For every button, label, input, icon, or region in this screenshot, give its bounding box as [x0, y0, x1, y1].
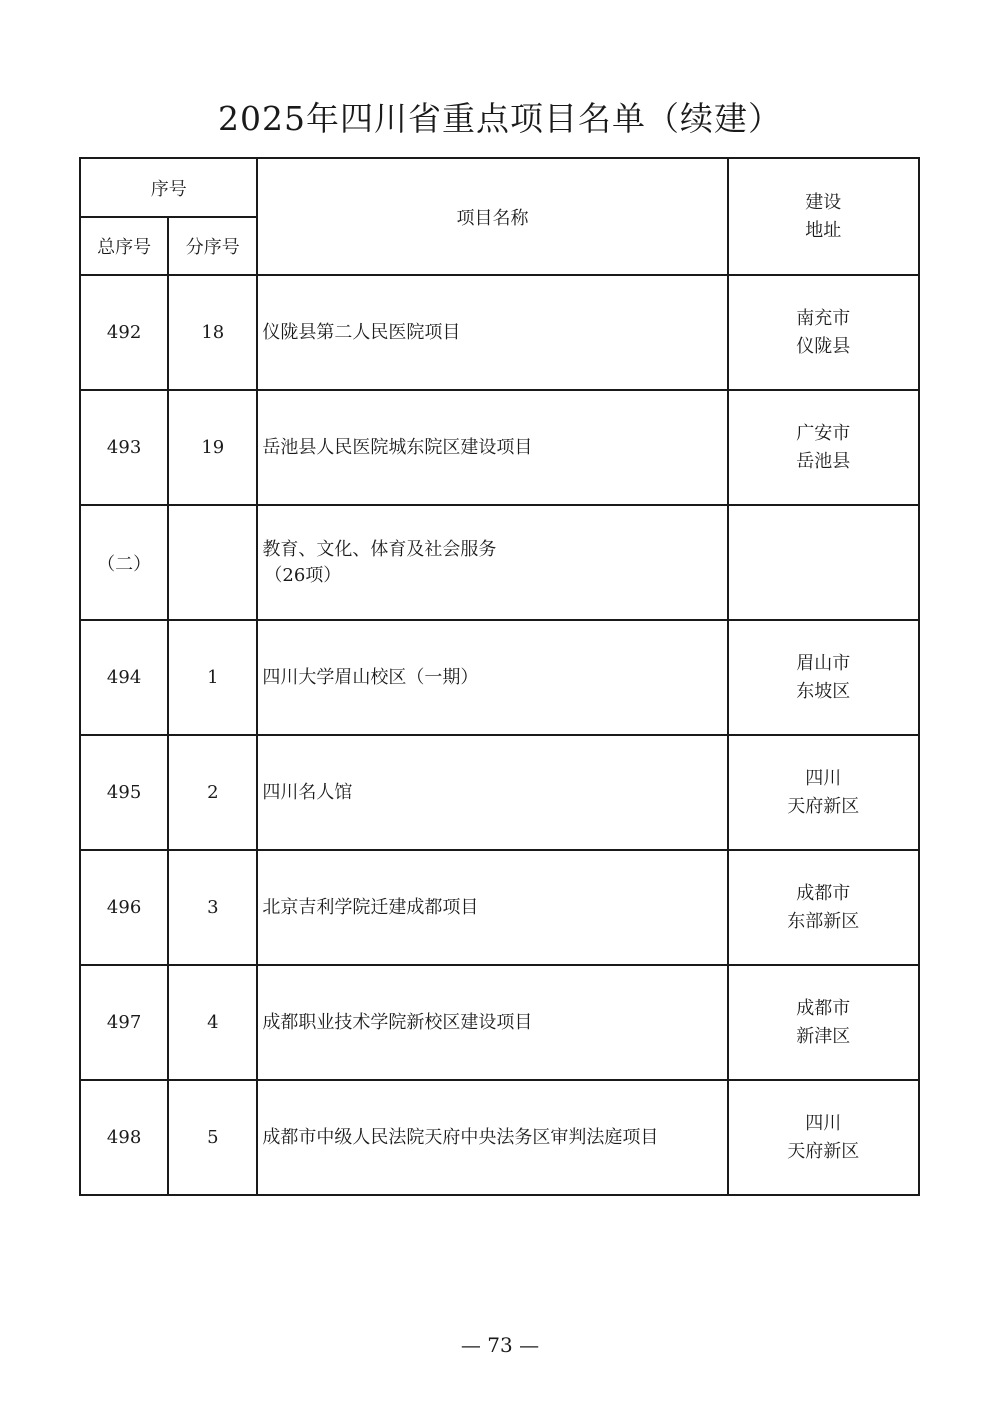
project-name-text: 成都市中级人民法院天府中央法务区审判法庭项目: [262, 1126, 659, 1148]
location-cell: [728, 1080, 919, 1195]
location-cell: [728, 390, 919, 505]
location-line1: 南充市: [796, 307, 851, 329]
project-name-text: 北京吉利学院迁建成都项目: [262, 896, 479, 918]
project-name-cell: [257, 965, 727, 1080]
project-name-text: 四川大学眉山校区（一期）: [262, 666, 479, 688]
total-seq-cell: 496: [80, 850, 168, 965]
header-sub-seq: 分序号: [168, 217, 257, 275]
location-line1: 广安市: [796, 422, 851, 444]
location-line1: 成都市: [796, 882, 851, 904]
table-row: [80, 965, 919, 1080]
table-header-row: [80, 158, 919, 217]
project-name-cell: [257, 850, 727, 965]
location-line2: 天府新区: [787, 1140, 860, 1162]
total-seq-cell: 498: [80, 1080, 168, 1195]
project-name-cell: [257, 735, 727, 850]
sub-seq-cell: 18: [168, 275, 257, 390]
sub-seq-cell: 1: [168, 620, 257, 735]
location-line2: 东部新区: [787, 910, 860, 932]
location-cell: [728, 275, 919, 390]
location-cell: [728, 735, 919, 850]
sub-seq-cell: [168, 505, 257, 620]
sub-seq-cell: 4: [168, 965, 257, 1080]
location-cell: [728, 505, 919, 620]
location-line2: 天府新区: [787, 795, 860, 817]
project-name-cell: [257, 275, 727, 390]
header-location-line2: 地址: [805, 219, 842, 241]
category-count-text: （26项）: [264, 564, 342, 586]
table-row: [80, 390, 919, 505]
total-seq-cell: 493: [80, 390, 168, 505]
location-line2: 东坡区: [796, 680, 851, 702]
sub-seq-cell: 19: [168, 390, 257, 505]
location-cell: [728, 965, 919, 1080]
category-index-cell: （二）: [80, 505, 168, 620]
location-line2: 新津区: [796, 1025, 851, 1047]
project-name-cell: [257, 390, 727, 505]
header-project-name: 项目名称: [257, 158, 727, 275]
total-seq-cell: 494: [80, 620, 168, 735]
project-name-cell: [257, 1080, 727, 1195]
location-line2: 仪陇县: [796, 335, 851, 357]
header-location: [728, 158, 919, 275]
location-line1: 四川: [805, 1112, 842, 1134]
location-cell: [728, 850, 919, 965]
header-location-line1: 建设: [805, 191, 842, 213]
category-row: [80, 505, 919, 620]
project-name-text: 仪陇县第二人民医院项目: [262, 321, 461, 343]
table-row: [80, 735, 919, 850]
location-line1: 四川: [805, 767, 842, 789]
sub-seq-cell: 3: [168, 850, 257, 965]
project-name-cell: [257, 620, 727, 735]
location-cell: [728, 620, 919, 735]
project-name-text: 成都职业技术学院新校区建设项目: [262, 1011, 533, 1033]
location-line2: 岳池县: [796, 450, 851, 472]
table-row: [80, 1080, 919, 1195]
total-seq-cell: 497: [80, 965, 168, 1080]
header-total-seq: 总序号: [80, 217, 168, 275]
project-name-text: 四川名人馆: [262, 781, 353, 803]
total-seq-cell: 492: [80, 275, 168, 390]
table-row: [80, 275, 919, 390]
project-table: [79, 157, 920, 1196]
table-row: [80, 850, 919, 965]
location-line1: 成都市: [796, 997, 851, 1019]
project-name-text: 岳池县人民医院城东院区建设项目: [262, 436, 533, 458]
total-seq-cell: 495: [80, 735, 168, 850]
header-seq-group: 序号: [80, 158, 257, 217]
page-title: 2025年四川省重点项目名单（续建）: [218, 99, 782, 138]
page-number: — 73 —: [460, 1333, 540, 1357]
sub-seq-cell: 2: [168, 735, 257, 850]
category-name-cell: [257, 505, 727, 620]
sub-seq-cell: 5: [168, 1080, 257, 1195]
table-row: [80, 620, 919, 735]
location-line1: 眉山市: [796, 652, 851, 674]
category-name-text: 教育、文化、体育及社会服务: [262, 538, 497, 560]
